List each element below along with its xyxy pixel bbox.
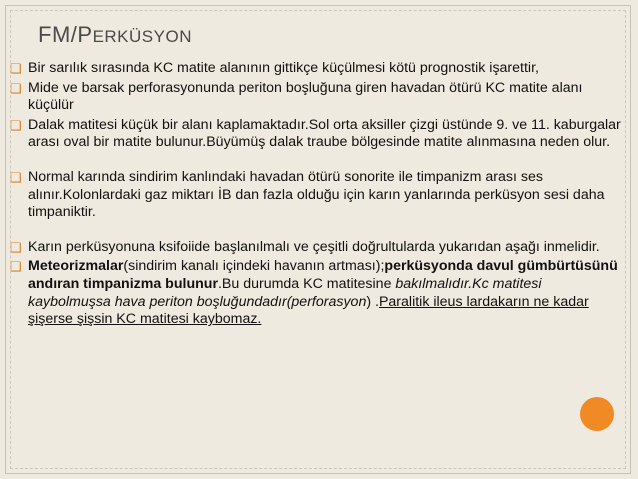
percussion-finding: perküsyonda davul gümbürtüsünü andıran timpanizma bulunur [28,258,618,292]
bullet-text: Karın perküsyonuna ksifoiide başlanılmalı ve çeşitli doğrultularda yukarıdan aşağı inmelidir. [28,238,600,255]
title-first: FM/P [38,22,93,47]
bullet-item [12,169,627,222]
bullet-text: Normal karında sindirim kanlındaki havadan ötürü sonorite ile timpanizm arası ses alınır.Kolonlardaki gaz miktarı İB dan fazla olduğu için karın yanlarında perküsyon sesi daha timpaniktir. [28,168,605,221]
bullet-item [12,60,627,78]
perforation-close: ) . [366,293,379,310]
bullet-item [12,80,627,115]
bullet-item [12,239,627,257]
bullet-item [12,258,627,328]
square-bullet-icon: ❑ [10,117,22,133]
kc-note: .Bu durumda KC matitesine [217,275,396,292]
square-bullet-icon: ❑ [10,239,22,255]
bullet-list [12,60,627,329]
bullet-item [12,117,627,152]
square-bullet-icon: ❑ [10,80,22,96]
title-rest: ERKÜSYON [92,27,192,46]
paralytic-ileus-note: Paralitik ileus lardakarın ne kadar şişerse şişsin KC matitesi kaybomaz. [28,293,589,328]
square-bullet-icon: ❑ [10,169,22,185]
bullet-text: Mide ve barsak perforasyonunda periton boşluğuna giren havadan ötürü KC matite alanı küçülür [28,79,583,114]
slide-title [38,22,192,48]
bullet-text: Dalak matitesi küçük bir alanı kaplamaktadır.Sol orta aksiller çizgi üstünde 9. ve 11. kaburgalar arası oval bir matite bulunur.Büyümüş dalak traube bölgesinde matite alınmasına neden olur. [28,116,621,151]
meteorizm-definition: (sindirim kanalı içindeki havanın artması); [123,258,385,275]
bullet-text: Bir sarılık sırasında KC matite alanının gittikçe küçülmesi kötü prognostik işarettir, [28,60,539,76]
meteorizm-term: Meteorizmalar [28,258,124,275]
square-bullet-icon: ❑ [10,259,22,275]
square-bullet-icon: ❑ [10,61,22,76]
perforation-note: bakılmalıdır.Kc matitesi kaybolmuşsa hava periton boşluğundadır(perforasyon [28,275,542,310]
decorative-orange-circle [580,397,614,431]
